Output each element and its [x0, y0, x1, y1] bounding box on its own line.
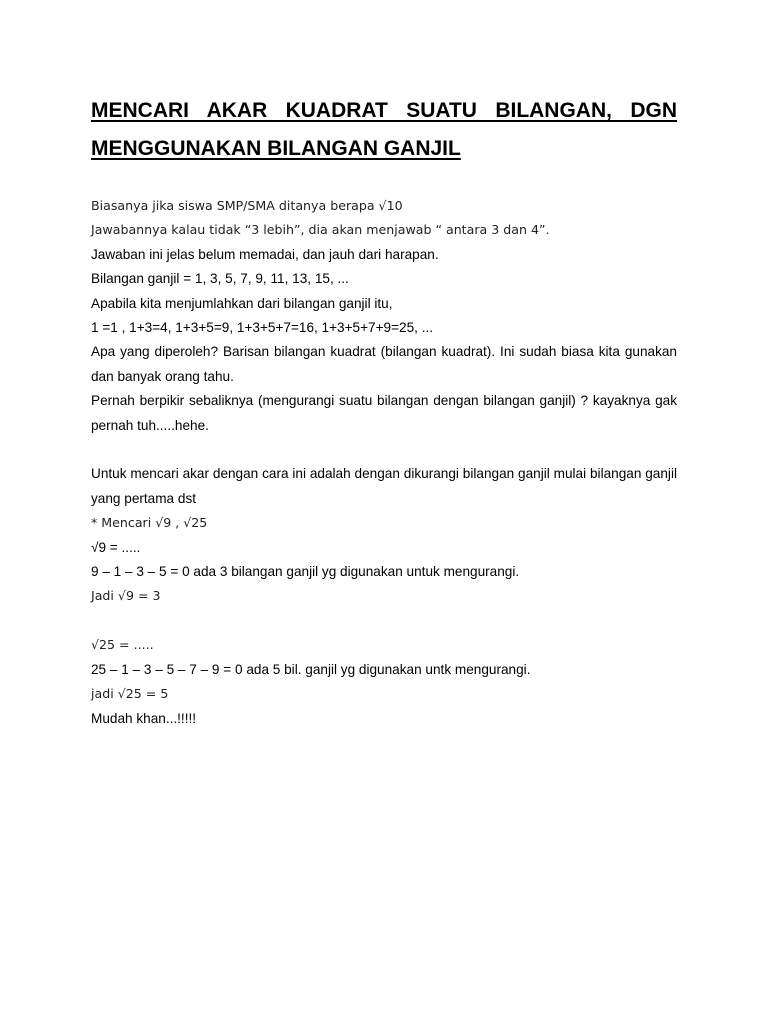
paragraph-gap: [91, 438, 677, 462]
paragraph-closing: Mudah khan...!!!!!: [91, 710, 197, 726]
paragraph-sqrt25-question: √25 = .....: [91, 637, 154, 653]
paragraph-gap: [91, 609, 677, 633]
paragraph-sums: 1 =1 , 1+3=4, 1+3+5=9, 1+3+5+7=16, 1+3+5+7+9=25, ...: [91, 320, 434, 336]
title-line-1: MENCARI AKAR KUADRAT SUATU BILANGAN, DGN: [91, 99, 677, 122]
document-page: [91, 92, 677, 731]
paragraph-find-roots: * Mencari √9 , √25: [91, 515, 208, 531]
paragraph-odd-numbers: Bilangan ganjil = 1, 3, 5, 7, 9, 11, 13, 15, ...: [91, 271, 349, 287]
paragraph-intro: Biasanya jika siswa SMP/SMA ditanya berapa √10: [91, 198, 403, 213]
paragraph-summing: Apabila kita menjumlahkan dari bilangan ganjil itu,: [91, 295, 393, 311]
paragraph-method: Untuk mencari akar dengan cara ini adalah dengan dikurangi bilangan ganjil mulai bilangan ganjil yang pertama dst: [91, 466, 677, 506]
paragraph-inadequate: Jawaban ini jelas belum memadai, dan jauh dari harapan.: [91, 246, 439, 262]
paragraph-sqrt9-steps: 9 – 1 – 3 – 5 = 0 ada 3 bilangan ganjil yg digunakan untuk mengurangi.: [91, 564, 520, 580]
paragraph-answer: Jawabannya kalau tidak “3 lebih”, dia akan menjawab “ antara 3 dan 4”.: [91, 222, 550, 238]
paragraph-sqrt25-answer: jadi √25 = 5: [91, 686, 169, 702]
paragraph-result: Apa yang diperoleh? Barisan bilangan kuadrat (bilangan kuadrat). Ini sudah biasa kita gunakan dan banyak orang tahu.: [91, 344, 677, 384]
paragraph-sqrt25-steps: 25 – 1 – 3 – 5 – 7 – 9 = 0 ada 5 bil. ganjil yg digunakan untk mengurangi.: [91, 661, 531, 677]
title-line-2: MENGGUNAKAN BILANGAN GANJIL: [91, 137, 461, 160]
document-body: [91, 194, 677, 731]
paragraph-sqrt9-answer: Jadi √9 = 3: [91, 588, 161, 604]
paragraph-sqrt9-question: √9 = .....: [91, 539, 141, 555]
document-title: [91, 92, 677, 168]
paragraph-reverse: Pernah berpikir sebaliknya (mengurangi suatu bilangan dengan bilangan ganjil) ? kayaknya gak pernah tuh.....hehe.: [91, 393, 677, 433]
